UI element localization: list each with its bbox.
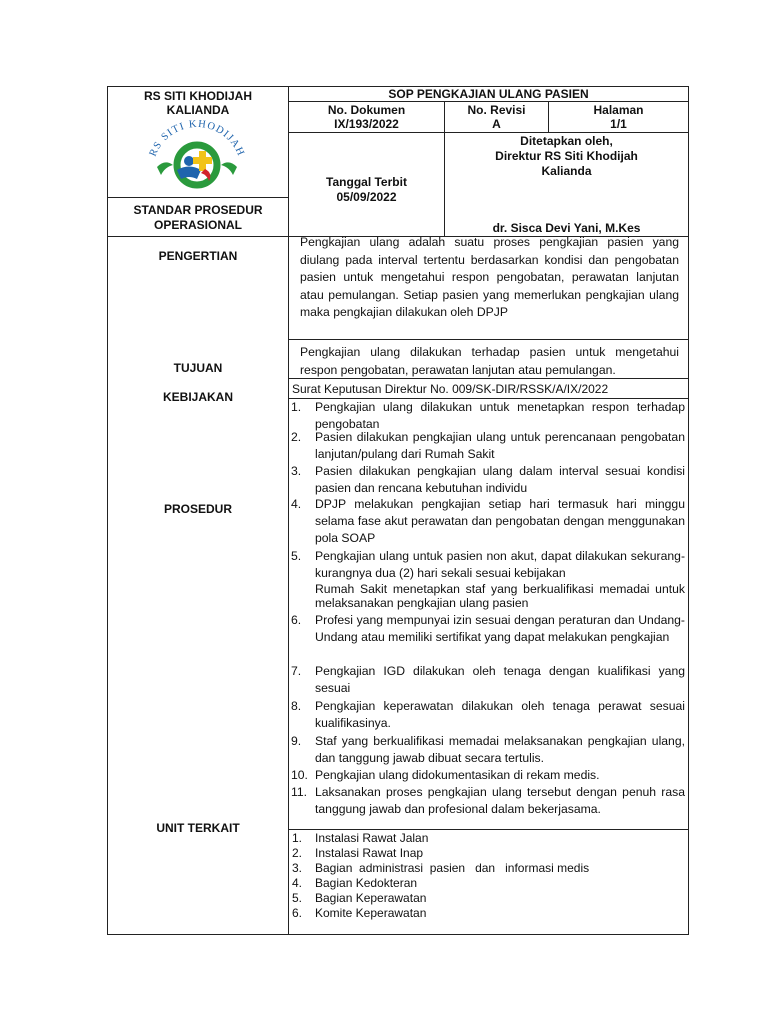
doc-no-value: IX/193/2022: [334, 117, 399, 131]
doc-type-line1: STANDAR PROSEDUR: [133, 203, 263, 217]
prosedur-item: Pengkajian ulang dilakukan untuk menetapkan respon terhadap pengobatan: [315, 400, 685, 431]
prosedur-item: Pengkajian ulang untuk pasien non akut, dapat dilakukan sekurang-kurangnya dua (2) hari sekali sesuai kebijakan: [315, 549, 685, 580]
issue-date-label: Tanggal Terbit: [326, 175, 407, 189]
prosedur-item: Profesi yang mempunyai izin sesuai dengan peraturan dan Undang-Undang atau memiliki sertifikat yang dapat melakukan pengkajian: [315, 613, 685, 644]
prosedur-divider: [288, 829, 688, 830]
prosedur-item: Laksanakan proses pengkajian ulang tersebut dengan penuh rasa tanggung jawab dan profesional dalam bekerjasama.: [315, 785, 685, 816]
prosedur-num: 2.: [291, 430, 302, 444]
unit-num: 4.: [292, 876, 303, 890]
unit-item: Instalasi Rawat Jalan: [315, 831, 429, 845]
unit-num: 2.: [292, 846, 303, 860]
hospital-logo: [137, 113, 257, 195]
unit-num: 5.: [292, 891, 303, 905]
prosedur-item: DPJP melakukan pengkajian setiap hari termasuk hari minggu selama fase akut perawatan dan pengobatan dengan menggunakan pola SOAP: [315, 497, 685, 545]
unit-terkait-label: UNIT TERKAIT: [156, 821, 240, 835]
unit-num: 6.: [292, 906, 303, 920]
unit-item: Bagian Keperawatan: [315, 891, 427, 905]
kebijakan-text: Surat Keputusan Direktur No. 009/SK-DIR/RSSK/A/IX/2022: [292, 382, 609, 396]
svg-text:RS SITI KHODIJAH: [148, 119, 247, 158]
signer-name: dr. Sisca Devi Yani, M.Kes: [492, 221, 641, 235]
prosedur-num: 4.: [291, 497, 302, 511]
prosedur-num: 7.: [291, 664, 302, 678]
unit-num: 3.: [292, 861, 303, 875]
unit-item: Komite Keperawatan: [315, 906, 427, 920]
prosedur-num: 9.: [291, 734, 302, 748]
revision-value: A: [492, 117, 501, 131]
prosedur-item: Pasien dilakukan pengkajian ulang untuk perencanaan pengobatan lanjutan/pulang dari Rumah Sakit: [315, 430, 685, 461]
hospital-name: RS SITI KHODIJAH: [143, 89, 252, 103]
pengertian-divider: [288, 339, 688, 340]
prosedur-num: 8.: [291, 699, 302, 713]
prosedur-item: Pengkajian keperawatan dilakukan oleh tenaga perawat sesuai kualifikasinya.: [315, 699, 685, 730]
prosedur-num: 10.: [291, 768, 308, 782]
border-bottom: [107, 934, 689, 935]
prosedur-item: Staf yang berkualifikasi memadai melaksanakan pengkajian ulang, dan tanggung jawab dibuat secara tertulis.: [315, 734, 685, 765]
unit-item: Bagian Kedokteran: [315, 876, 418, 890]
kebijakan-label: KEBIJAKAN: [162, 390, 233, 404]
prosedur-num: 3.: [291, 464, 302, 478]
hospital-city: KALIANDA: [166, 103, 230, 117]
prosedur-num: 11.: [291, 785, 308, 799]
prosedur-label: PROSEDUR: [163, 502, 232, 516]
doc-type-line2: OPERASIONAL: [153, 218, 242, 232]
column-divider: [288, 86, 289, 935]
prosedur-num: 6.: [291, 613, 302, 627]
sop-title: SOP PENGKAJIAN ULANG PASIEN: [388, 87, 589, 101]
approved-title: Direktur RS Siti Khodijah: [495, 149, 638, 163]
prosedur-item: Pengkajian IGD dilakukan oleh tenaga dengan kualifikasi yang sesuai: [315, 664, 685, 695]
logo-arc-text: RS SITI KHODIJAH: [147, 118, 247, 159]
unit-item: Bagian administrasi pasien dan informasi medis: [315, 861, 590, 875]
pengertian-text: Pengkajian ulang adalah suatu proses pengkajian pasien yang diulang pada interval tertentu berdasarkan kondisi dan pengobatan pasien untuk mengetahui respon pengobatan, perawatan lanjutan atau pemulangan. Setiap pasien yang memerlukan pengkajian ulang maka pengkajian dilakukan oleh DPJP: [300, 235, 679, 319]
tujuan-label: TUJUAN: [173, 361, 223, 375]
page-value: 1/1: [610, 117, 627, 131]
page-label: Halaman: [593, 103, 644, 117]
border-right: [688, 86, 689, 935]
revision-label: No. Revisi: [467, 103, 526, 117]
docno-row-divider: [288, 132, 688, 133]
prosedur-num: 5.: [291, 549, 302, 563]
issue-date-value: 05/09/2022: [336, 190, 397, 204]
approved-by: Ditetapkan oleh,: [520, 134, 613, 148]
prosedur-item: Pasien dilakukan pengkajian ulang dalam interval sesuai kondisi pasien dan rencana kebutuhan individu: [315, 464, 685, 495]
title-row-divider: [288, 101, 688, 102]
prosedur-num: 1.: [291, 400, 302, 414]
unit-item: Instalasi Rawat Inap: [315, 846, 424, 860]
approved-city: Kalianda: [541, 164, 592, 178]
doc-no-label: No. Dokumen: [327, 103, 406, 117]
prosedur-item: Pengkajian ulang didokumentasikan di rekam medis.: [315, 768, 600, 782]
unit-num: 1.: [292, 831, 303, 845]
logo-row-divider: [107, 197, 288, 198]
prosedur-item: Rumah Sakit menetapkan staf yang berkualifikasi memadai untuk melaksanakan pengkajian ulang pasien: [315, 582, 685, 610]
pengertian-label: PENGERTIAN: [158, 249, 238, 263]
tujuan-text: Pengkajian ulang dilakukan terhadap pasien untuk mengetahui respon pengobatan, perawatan lanjutan atau pemulangan.: [300, 345, 679, 377]
